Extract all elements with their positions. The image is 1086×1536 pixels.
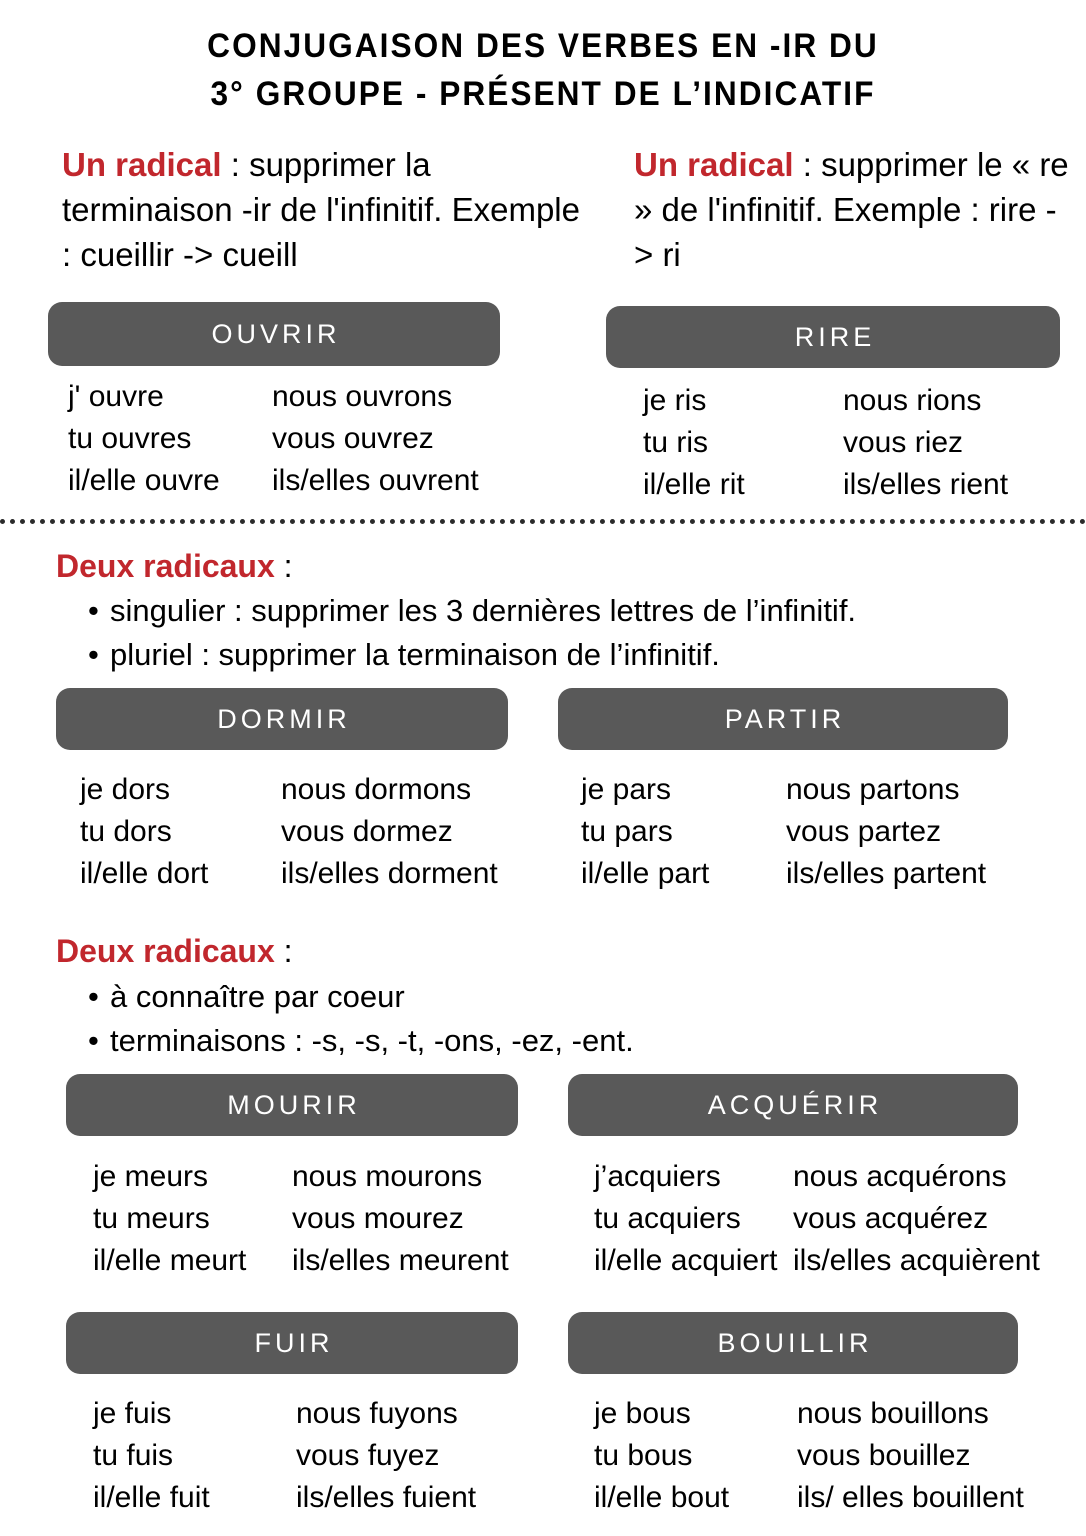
section-heading-colon: : bbox=[274, 548, 293, 584]
section-divider bbox=[0, 519, 1086, 524]
verb-header-ouvrir[interactable] bbox=[48, 302, 500, 366]
table-row bbox=[594, 1393, 1024, 1435]
bullet-icon: • bbox=[88, 1023, 99, 1058]
list-item bbox=[88, 589, 856, 633]
conj-form: ils/ elles bouillent bbox=[797, 1481, 1024, 1514]
table-row bbox=[594, 1477, 1024, 1519]
conjugation-table-rire bbox=[643, 380, 1008, 506]
bullet-icon: • bbox=[88, 637, 99, 672]
table-row bbox=[80, 811, 498, 853]
conj-form: nous fuyons bbox=[296, 1397, 458, 1430]
conj-form: il/elle rit bbox=[643, 468, 745, 501]
verb-header-rire-label: RIRE bbox=[794, 321, 876, 352]
conj-form: ils/elles meurent bbox=[292, 1244, 509, 1277]
conj-form: ils/elles acquièrent bbox=[793, 1244, 1040, 1277]
conj-form: il/elle part bbox=[581, 857, 710, 890]
conj-form: nous ouvrons bbox=[272, 380, 453, 413]
conj-form: je pars bbox=[581, 773, 672, 806]
table-row bbox=[581, 811, 986, 853]
conj-form: nous partons bbox=[786, 773, 960, 806]
intro-right-text: : supprimer le « re » de l'infinitif. Exemple : rire -> ri bbox=[634, 146, 1069, 273]
list-item bbox=[88, 633, 856, 677]
verb-header-acquerir-label: ACQUÉRIR bbox=[707, 1089, 883, 1120]
conj-form: il/elle acquiert bbox=[594, 1244, 778, 1277]
intro-left-highlight: Un radical bbox=[62, 146, 222, 183]
table-row bbox=[581, 769, 986, 811]
intro-right-highlight: Un radical bbox=[634, 146, 794, 183]
conj-form: il/elle dort bbox=[80, 857, 209, 890]
section-heading-two-radicals-1 bbox=[56, 546, 293, 586]
verb-header-acquerir[interactable] bbox=[568, 1074, 1018, 1136]
conj-form: j’acquiers bbox=[594, 1160, 721, 1193]
conj-form: je meurs bbox=[93, 1160, 209, 1193]
conj-form: tu ris bbox=[643, 426, 709, 459]
conj-form: ils/elles ouvrent bbox=[272, 464, 479, 497]
conj-form: tu dors bbox=[80, 815, 172, 848]
intro-rule-right bbox=[634, 142, 1074, 277]
conjugation-table-acquerir bbox=[594, 1156, 1040, 1282]
conjugation-table-ouvrir bbox=[68, 376, 479, 502]
table-row bbox=[643, 464, 1008, 506]
section-heading-highlight: Deux radicaux bbox=[56, 933, 275, 969]
conj-form: je bous bbox=[594, 1397, 691, 1430]
verb-header-partir-label: PARTIR bbox=[724, 703, 846, 734]
conj-form: je fuis bbox=[93, 1397, 172, 1430]
conjugation-table-partir bbox=[581, 769, 986, 895]
conj-form: tu fuis bbox=[93, 1439, 174, 1472]
conj-form: je dors bbox=[80, 773, 171, 806]
list-item bbox=[88, 1019, 634, 1063]
conj-form: vous ouvrez bbox=[272, 422, 434, 455]
verb-header-mourir[interactable] bbox=[66, 1074, 518, 1136]
conjugation-table-bouillir bbox=[594, 1393, 1024, 1519]
table-row bbox=[93, 1435, 476, 1477]
list-item-label: singulier : supprimer les 3 dernières lettres de l’infinitif. bbox=[110, 593, 857, 628]
table-row bbox=[93, 1393, 476, 1435]
conj-form: je ris bbox=[643, 384, 707, 417]
conj-form: nous bouillons bbox=[797, 1397, 989, 1430]
table-row bbox=[594, 1240, 1040, 1282]
table-row bbox=[93, 1156, 509, 1198]
table-row bbox=[581, 853, 986, 895]
verb-header-bouillir-label: BOUILLIR bbox=[717, 1327, 873, 1358]
page-title-line-2: 3° GROUPE - PRÉSENT DE L’INDICATIF bbox=[210, 75, 876, 113]
verb-header-mourir-label: MOURIR bbox=[227, 1089, 361, 1120]
verb-header-bouillir[interactable] bbox=[568, 1312, 1018, 1374]
conj-form: vous acquérez bbox=[793, 1202, 989, 1235]
list-item-label: à connaître par coeur bbox=[110, 979, 405, 1014]
page-title-line-1: CONJUGAISON DES VERBES EN -IR DU bbox=[207, 27, 879, 65]
conj-form: vous dormez bbox=[281, 815, 453, 848]
section-heading-highlight: Deux radicaux bbox=[56, 548, 275, 584]
conj-form: vous partez bbox=[786, 815, 942, 848]
table-row bbox=[80, 853, 498, 895]
section-bullets-1 bbox=[88, 589, 856, 677]
conj-form: il/elle meurt bbox=[93, 1244, 247, 1277]
conj-form: ils/elles partent bbox=[786, 857, 987, 890]
verb-header-fuir[interactable] bbox=[66, 1312, 518, 1374]
verb-header-dormir[interactable] bbox=[56, 688, 508, 750]
conj-form: tu bous bbox=[594, 1439, 693, 1472]
table-row bbox=[93, 1477, 476, 1519]
table-row bbox=[80, 769, 498, 811]
conj-form: vous mourez bbox=[292, 1202, 464, 1235]
conjugation-table-fuir bbox=[93, 1393, 476, 1519]
table-row bbox=[93, 1198, 509, 1240]
section-heading-colon: : bbox=[274, 933, 293, 969]
conj-form: tu acquiers bbox=[594, 1202, 741, 1235]
conjugation-table-mourir bbox=[93, 1156, 509, 1282]
table-row bbox=[643, 422, 1008, 464]
conj-form: il/elle fuit bbox=[93, 1481, 210, 1514]
bullet-icon: • bbox=[88, 593, 99, 628]
page-title bbox=[38, 22, 1048, 118]
conj-form: nous acquérons bbox=[793, 1160, 1007, 1193]
conj-form: tu ouvres bbox=[68, 422, 192, 455]
list-item-label: terminaisons : -s, -s, -t, -ons, -ez, -ent. bbox=[110, 1023, 634, 1058]
verb-header-fuir-label: FUIR bbox=[254, 1327, 334, 1358]
list-item-label: pluriel : supprimer la terminaison de l’infinitif. bbox=[110, 637, 720, 672]
conjugation-table-dormir bbox=[80, 769, 498, 895]
conj-form: ils/elles fuient bbox=[296, 1481, 477, 1514]
conj-form: il/elle ouvre bbox=[68, 464, 220, 497]
conj-form: nous rions bbox=[843, 384, 982, 417]
table-row bbox=[93, 1240, 509, 1282]
table-row bbox=[594, 1435, 1024, 1477]
conj-form: il/elle bout bbox=[594, 1481, 730, 1514]
conj-form: tu pars bbox=[581, 815, 673, 848]
verb-header-dormir-label: DORMIR bbox=[217, 703, 351, 734]
conj-form: nous dormons bbox=[281, 773, 472, 806]
table-row bbox=[643, 380, 1008, 422]
list-item bbox=[88, 975, 634, 1019]
section-bullets-2 bbox=[88, 975, 634, 1063]
verb-header-ouvrir-label: OUVRIR bbox=[211, 318, 341, 349]
intro-rule-left bbox=[62, 142, 582, 277]
intro-left-text: : supprimer la terminaison -ir de l'infinitif. Exemple : cueillir -> cueill bbox=[62, 146, 580, 273]
conj-form: nous mourons bbox=[292, 1160, 483, 1193]
table-row bbox=[68, 376, 479, 418]
bullet-icon: • bbox=[88, 979, 99, 1014]
conj-form: ils/elles rient bbox=[843, 468, 1009, 501]
table-row bbox=[68, 460, 479, 502]
conj-form: j' ouvre bbox=[68, 380, 164, 413]
conj-form: vous riez bbox=[843, 426, 964, 459]
table-row bbox=[68, 418, 479, 460]
conj-form: vous bouillez bbox=[797, 1439, 971, 1472]
conj-form: ils/elles dorment bbox=[281, 857, 498, 890]
verb-header-rire[interactable] bbox=[606, 306, 1060, 368]
table-row bbox=[594, 1198, 1040, 1240]
table-row bbox=[594, 1156, 1040, 1198]
conj-form: vous fuyez bbox=[296, 1439, 440, 1472]
verb-header-partir[interactable] bbox=[558, 688, 1008, 750]
conj-form: tu meurs bbox=[93, 1202, 210, 1235]
section-heading-two-radicals-2 bbox=[56, 931, 293, 971]
